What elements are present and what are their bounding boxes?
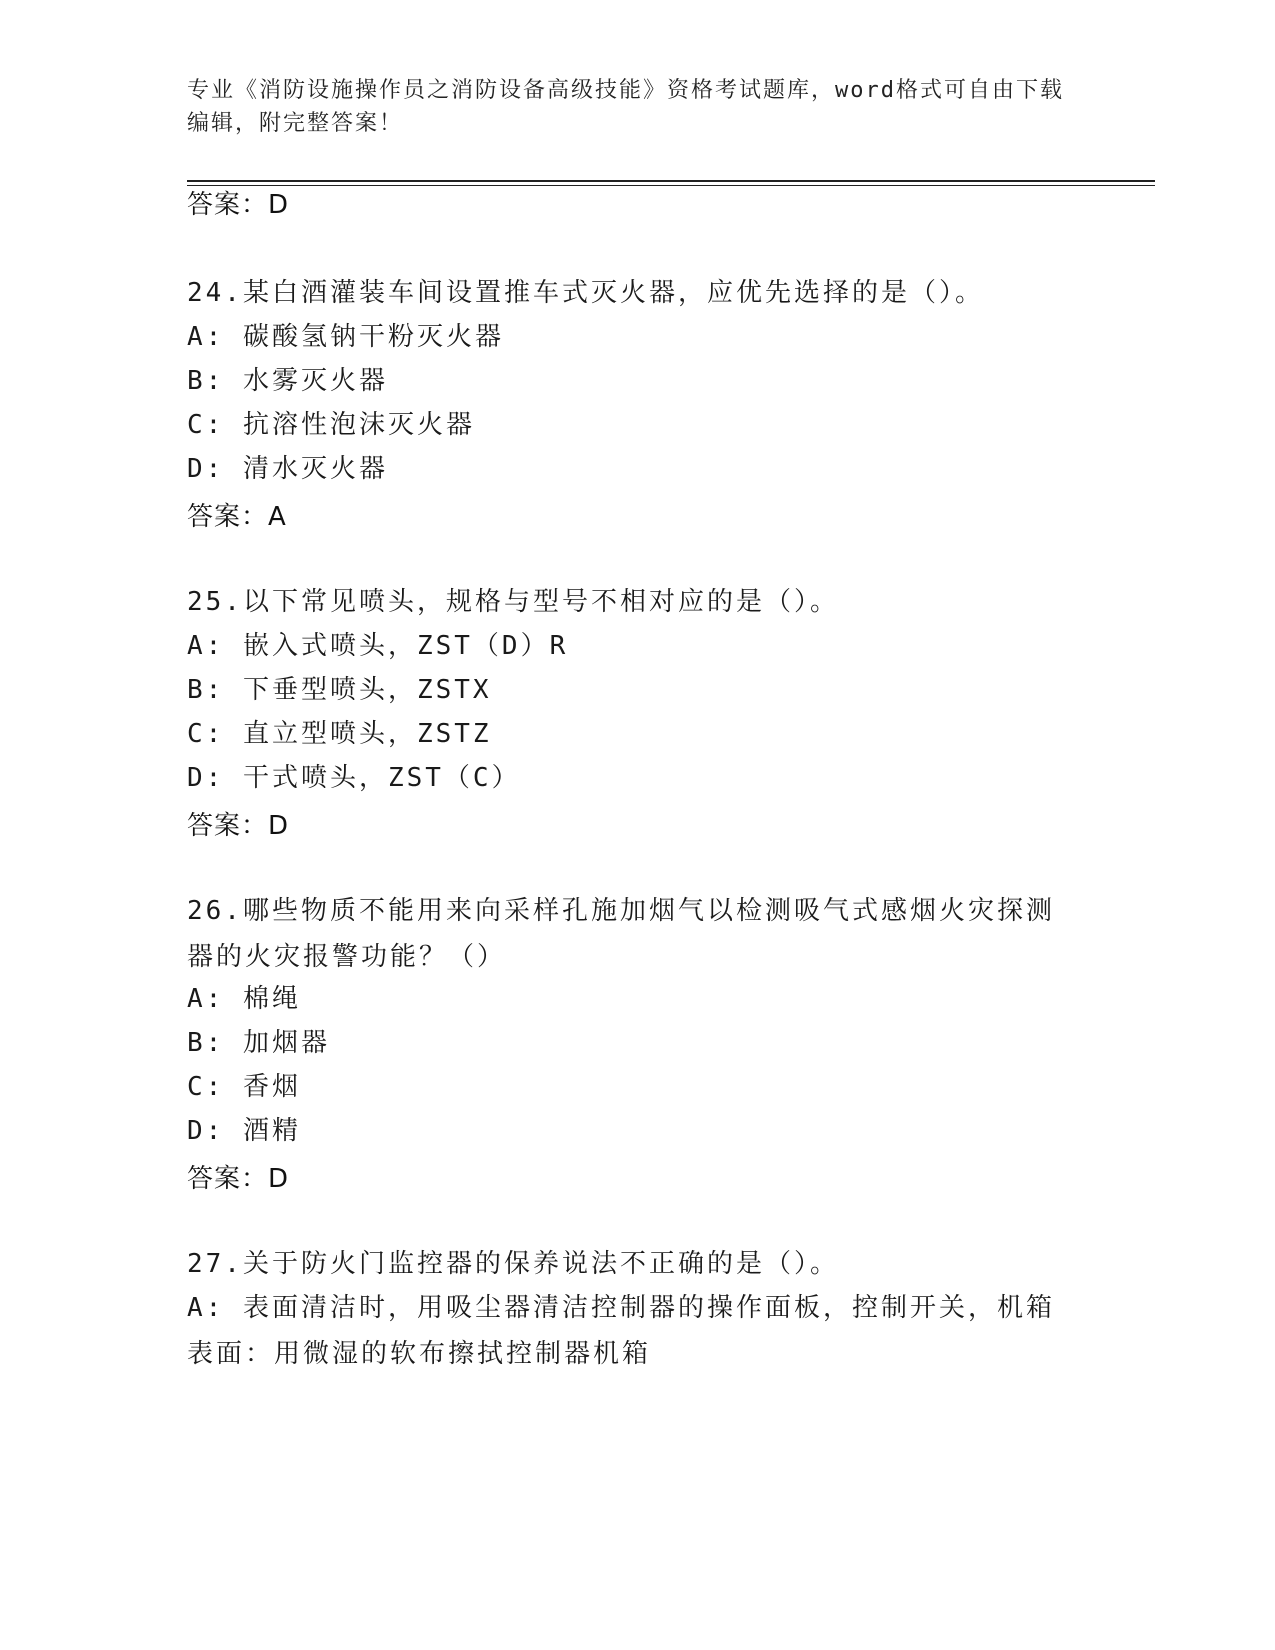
answer-23: 答案：D (187, 190, 290, 220)
page-header: 专业《消防设施操作员之消防设备高级技能》资格考试题库，word格式可自由下载编辑，附完整答案！ (187, 78, 1064, 136)
answer-26: 答案：D (187, 1164, 290, 1194)
question-25-option-d: D: 干式喷头，ZST（C） (187, 763, 521, 793)
question-26-option-d: D: 酒精 (187, 1116, 301, 1146)
question-27-option-a: A: 表面清洁时，用吸尘器清洁控制器的操作面板，控制开关，机箱表面：用微湿的软布擦拭控制器机箱 (187, 1293, 1055, 1369)
question-26-stem: 26.哪些物质不能用来向采样孔施加烟气以检测吸气式感烟火灾探测器的火灾报警功能？（） (187, 896, 1055, 972)
answer-25: 答案：D (187, 811, 290, 841)
question-26-option-a: A: 棉绳 (187, 984, 301, 1014)
question-24-option-a: A: 碳酸氢钠干粉灭火器 (187, 322, 504, 352)
question-24-option-b: B: 水雾灭火器 (187, 366, 388, 396)
question-26-option-b: B: 加烟器 (187, 1028, 330, 1058)
question-27-stem: 27.关于防火门监控器的保养说法不正确的是（）。 (187, 1249, 839, 1279)
question-24-stem: 24.某白酒灌装车间设置推车式灭火器，应优先选择的是（）。 (187, 278, 984, 308)
question-25-stem: 25.以下常见喷头，规格与型号不相对应的是（）。 (187, 587, 839, 617)
question-25-option-a: A: 嵌入式喷头，ZST（D）R (187, 631, 569, 661)
question-24-option-d: D: 清水灭火器 (187, 454, 388, 484)
question-26-option-c: C: 香烟 (187, 1072, 301, 1102)
header-divider (187, 180, 1155, 182)
answer-24: 答案：A (187, 502, 287, 532)
header-divider-thin (187, 185, 1155, 186)
question-24-option-c: C: 抗溶性泡沫灭火器 (187, 410, 475, 440)
question-25-option-b: B: 下垂型喷头，ZSTX (187, 675, 492, 705)
question-25-option-c: C: 直立型喷头，ZSTZ (187, 719, 492, 749)
